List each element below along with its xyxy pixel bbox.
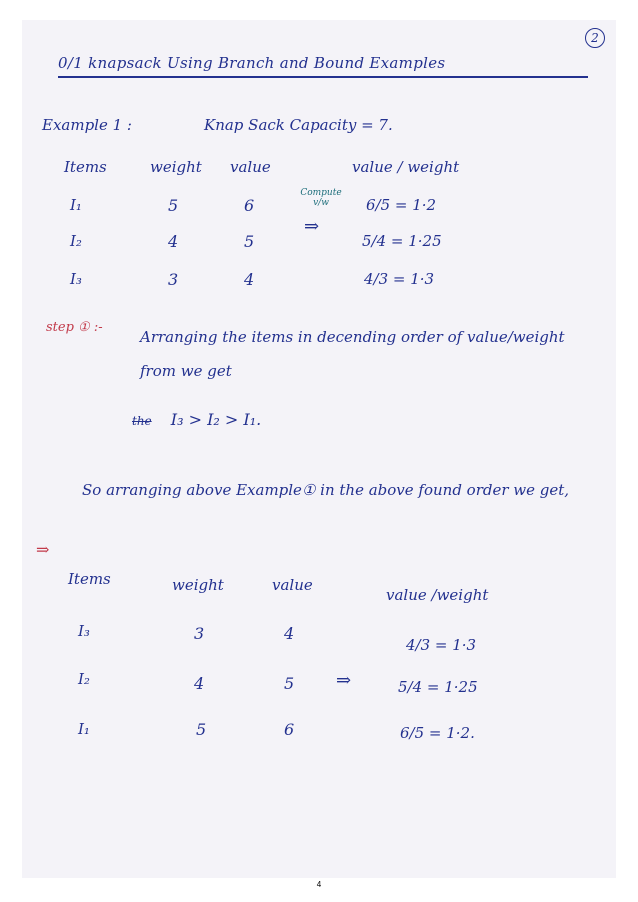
table1-item: I₃ (70, 270, 82, 288)
compute-note: Compute v/w (300, 188, 342, 208)
struck-word: the (132, 414, 152, 428)
table2-ratio: 6/5 = 1·2. (400, 724, 475, 742)
implies-arrow-icon: ⇒ (336, 670, 352, 691)
page-number-badge: 2 (585, 28, 605, 48)
table2-header-items: Items (68, 570, 111, 588)
table1-item: I₁ (70, 196, 82, 214)
table1-ratio: 6/5 = 1·2 (366, 196, 437, 214)
notebook-page (22, 20, 616, 878)
knapsack-capacity: Knap Sack Capacity = 7. (204, 116, 393, 134)
step-description: Arranging the items in decending order of value/weight from we get (140, 328, 565, 380)
step-label: step ① :- (46, 320, 103, 335)
table1-weight: 5 (168, 196, 179, 215)
table1-weight: 4 (168, 232, 179, 251)
item-order: I₃ > I₂ > I₁. (170, 410, 262, 429)
table1-value: 4 (244, 270, 255, 289)
table2-weight: 5 (196, 720, 207, 739)
table1-header-items: Items (64, 158, 107, 176)
table2-ratio: 5/4 = 1·25 (398, 678, 478, 696)
example-label: Example 1 : (42, 116, 132, 134)
footer-page-number: 4 (316, 880, 322, 889)
table2-value: 6 (284, 720, 295, 739)
table1-ratio: 5/4 = 1·25 (362, 232, 442, 250)
table1-value: 6 (244, 196, 255, 215)
table1-item: I₂ (70, 232, 82, 250)
table2-ratio: 4/3 = 1·3 (406, 636, 477, 654)
page-title: 0/1 knapsack Using Branch and Bound Examples (58, 54, 446, 72)
table1-value: 5 (244, 232, 255, 251)
table1-weight: 3 (168, 270, 179, 289)
table2-weight: 3 (194, 624, 205, 643)
table2-header-weight: weight (172, 576, 224, 594)
table1-header-weight: weight (150, 158, 202, 176)
table1-header-ratio: value / weight (352, 158, 460, 176)
table2-weight: 4 (194, 674, 205, 693)
table2-item: I₁ (78, 720, 90, 738)
table2-item: I₂ (78, 670, 90, 688)
table2-item: I₃ (78, 622, 90, 640)
implies-icon: ⇒ (36, 540, 50, 559)
arrangement-paragraph: So arranging above Example① in the above found order we get, (82, 481, 570, 499)
step-order-line (132, 410, 261, 429)
table2-value: 4 (284, 624, 295, 643)
table2-header-value: value (272, 576, 313, 594)
implies-arrow-icon: ⇒ (304, 216, 320, 237)
title-underline (58, 76, 588, 78)
table1-header-value: value (230, 158, 271, 176)
table2-header-ratio: value /weight (386, 586, 489, 604)
table2-value: 5 (284, 674, 295, 693)
table1-ratio: 4/3 = 1·3 (364, 270, 435, 288)
